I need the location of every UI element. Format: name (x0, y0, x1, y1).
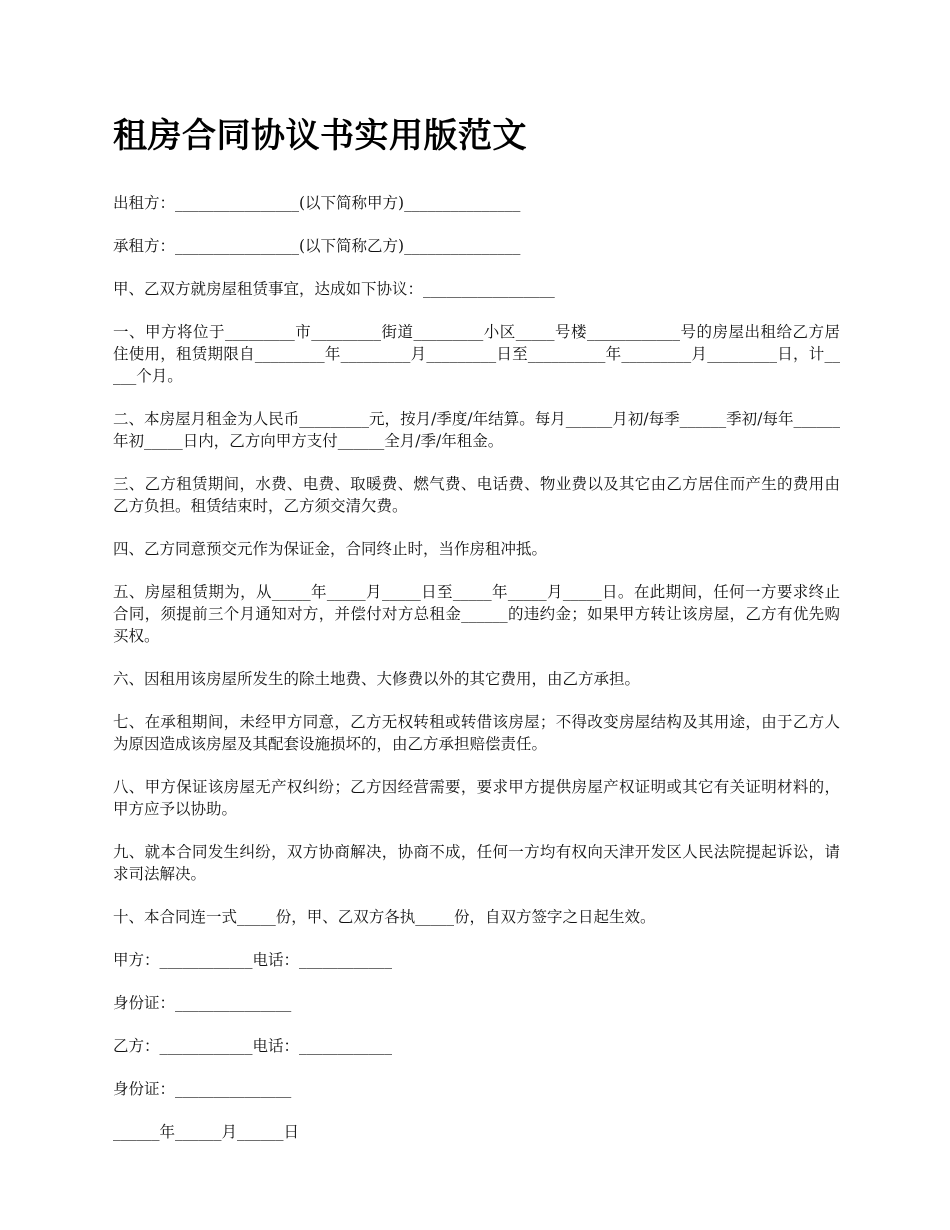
date-line: ______年______月______日 (113, 1123, 300, 1141)
clause-8: 八、甲方保证该房屋无产权纠纷；乙方因经营需要，要求甲方提供房屋产权证明或其它有关证明材料的，甲方应予以协助。 (113, 778, 840, 818)
lessor-line: 出租方：________________(以下简称甲方)_______________ (113, 194, 521, 212)
clause-6: 六、因租用该房屋所发生的除土地费、大修费以外的其它费用，由乙方承担。 (113, 670, 641, 688)
clause-2: 二、本房屋月租金为人民币_________元，按月/季度/年结算。每月______月初/每季______季初/每年______年初_____日内，乙方向甲方支付______全月/季/年租金。 (113, 410, 840, 450)
clause-5: 五、房屋租赁期为，从_____年_____月_____日至_____年_____月_____日。在此期间，任何一方要求终止合同，须提前三个月通知对方，并偿付对方总租金______的违约金；如果甲方转让该房屋，乙方有优先购买权。 (113, 583, 840, 645)
party-b-signature-line: 乙方：____________电话：____________ (113, 1037, 393, 1055)
clause-10: 十、本合同连一式_____份，甲、乙双方各执_____份，自双方签字之日起生效。 (113, 908, 656, 926)
document-page (113, 110, 840, 1164)
agreement-intro: 甲、乙双方就房屋租赁事宜，达成如下协议：_________________ (113, 280, 555, 298)
party-b-id-line: 身份证：_______________ (113, 1080, 292, 1098)
clause-3: 三、乙方租赁期间，水费、电费、取暖费、燃气费、电话费、物业费以及其它由乙方居住而产生的费用由乙方负担。租赁结束时，乙方须交清欠费。 (113, 475, 840, 515)
clause-7: 七、在承租期间，未经甲方同意，乙方无权转租或转借该房屋；不得改变房屋结构及其用途，由于乙方人为原因造成该房屋及其配套设施损坏的，由乙方承担赔偿责任。 (113, 713, 840, 753)
lessee-line: 承租方：________________(以下简称乙方)_______________ (113, 237, 521, 255)
party-a-signature-line: 甲方：____________电话：____________ (113, 951, 393, 969)
document-title: 租房合同协议书实用版范文 (113, 116, 527, 156)
party-a-id-line: 身份证：_______________ (113, 994, 292, 1012)
clause-9: 九、就本合同发生纠纷，双方协商解决，协商不成，任何一方均有权向天津开发区人民法院提起诉讼，请求司法解决。 (113, 843, 840, 883)
clause-1: 一、甲方将位于_________市_________街道_________小区_____号楼____________号的房屋出租给乙方居住使用，租赁期限自_________年_________月_________日至__________年_________月_________日，计_____个月。 (113, 323, 840, 385)
clause-4: 四、乙方同意预交元作为保证金，合同终止时，当作房租冲抵。 (113, 540, 548, 558)
